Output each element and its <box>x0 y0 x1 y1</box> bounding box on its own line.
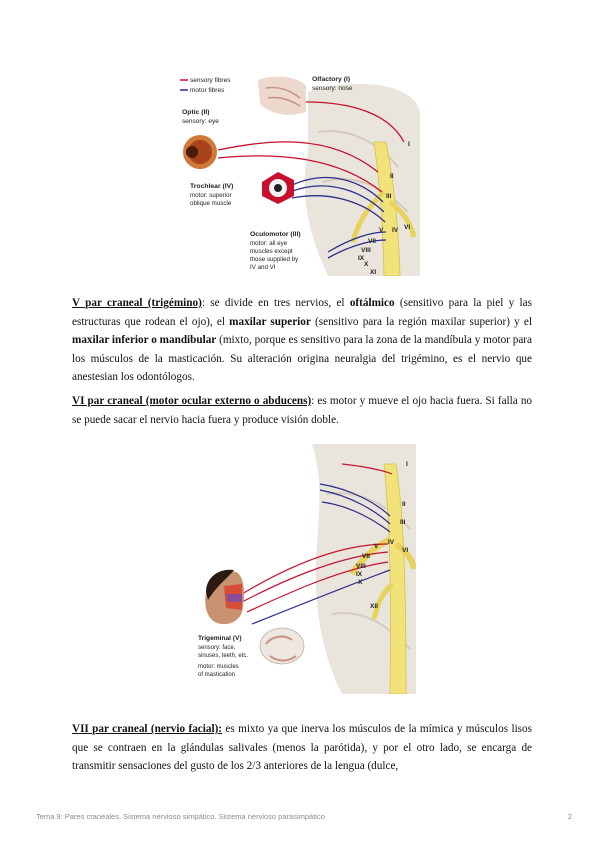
head-face-illustration <box>205 570 244 624</box>
page-number: 2 <box>567 812 572 821</box>
numeral-xii-2: XII <box>370 603 378 610</box>
numeral-vii-2: VII <box>362 553 370 560</box>
numeral-iv-2: IV <box>388 539 395 546</box>
trochlear-desc-2: oblique muscle <box>190 200 232 207</box>
numeral-i-2: I <box>406 461 408 468</box>
numeral-viii-2: VIII <box>356 563 366 570</box>
term-oftalmico: oftálmico <box>349 297 395 309</box>
paragraph-trigeminal: V par craneal (trigémino): se divide en tres nervios, el oftálmico (sensitivo para la piel y las estructuras que rodean el ojo), el maxilar superior (sensitivo para la región maxilar superior) y el maxilar inferior o mandibular (mixto, porque es sensitivo para la zona de la mandíbula y motor para los músculos de la masticación. Su alteración origina neuralgia del trigémino, es el nervio que anestesian los odontólogos. <box>72 297 532 384</box>
numeral-vi-2: VI <box>402 547 409 554</box>
numeral-vii: VII <box>368 238 376 245</box>
paragraph-facial: VII par craneal (nervio facial): es mixto ya que inerva los músculos de la mímica y músculos lisos que se contraen en la glándulas salivales (menos la parótida), y por el otro lado, se encarga de transmitir sensaciones del gusto de los 2/3 anteriores de la lengua (dulce, <box>72 723 532 773</box>
numeral-ix: IX <box>358 255 365 262</box>
numeral-x-2: X <box>358 579 363 586</box>
term-maxilar-superior: maxilar superior <box>229 315 311 328</box>
paragraph-abducens: VI par craneal (motor ocular externo o abducens): es motor y mueve el ojo hacia fuera. Si falla no se puede sacar el nervio hacia fuera y produce visión doble. <box>72 395 533 426</box>
olfactory-title: Olfactory (I) <box>312 76 351 83</box>
trochlear-title: Trochlear (IV) <box>190 183 234 190</box>
term-maxilar-inferior: maxilar inferior o mandibular <box>72 334 217 347</box>
heading-v-par: V par craneal (trigémino) <box>72 297 202 309</box>
trigeminal-desc-1: sensory: face, <box>198 645 236 651</box>
numeral-v-2: V <box>374 543 379 550</box>
optic-desc: sensory: eye <box>182 118 219 125</box>
oculomotor-desc-1: motor: all eye <box>250 240 288 247</box>
numeral-x: X <box>364 261 369 268</box>
trigeminal-desc-2: sinuses, teeth, etc. <box>198 653 249 659</box>
figure-cranial-nerves-eye <box>178 72 420 276</box>
oculomotor-desc-3: those supplied by <box>250 256 299 263</box>
page-footer <box>36 812 572 821</box>
numeral-ii: II <box>390 173 394 180</box>
heading-vi-par: VI par craneal (motor ocular externo o abducens) <box>72 395 312 407</box>
heading-vii-par: VII par craneal (nervio facial): <box>72 723 223 735</box>
numeral-v: V <box>379 227 384 234</box>
numeral-ii-2: II <box>402 501 406 508</box>
figure-1-illustration <box>178 72 420 276</box>
oculomotor-desc-2: muscles except <box>250 248 293 255</box>
numeral-i: I <box>408 141 410 148</box>
numeral-viii: VIII <box>361 247 371 254</box>
trochlear-desc-1: motor: superior <box>190 192 232 199</box>
olfactory-desc: sensory: nose <box>312 85 353 92</box>
numeral-iii: III <box>386 193 392 200</box>
optic-title: Optic (II) <box>182 109 210 116</box>
trigeminal-desc-4: of mastication <box>198 672 236 678</box>
oculomotor-desc-4: IV and VI <box>250 264 276 271</box>
skull-jaw-illustration <box>260 628 304 664</box>
numeral-iii-2: III <box>400 519 406 526</box>
footer-title: Tema 9: Pares craneales. Sistema nervioso simpático. Sistema nervioso parasimpático <box>36 812 325 821</box>
oculomotor-title: Oculomotor (III) <box>250 231 301 238</box>
legend-motor: motor fibres <box>190 87 225 94</box>
numeral-xi: XI <box>370 269 377 276</box>
figure-trigeminal-nerve <box>192 444 416 694</box>
numeral-vi: VI <box>404 224 411 231</box>
trigeminal-desc-3: motor: muscles <box>198 664 239 670</box>
numeral-iv: IV <box>392 227 399 234</box>
legend-sensory: sensory fibres <box>190 77 231 84</box>
figure-2-illustration <box>192 444 416 694</box>
numeral-ix-2: IX <box>356 571 363 578</box>
trigeminal-title: Trigeminal (V) <box>198 635 242 642</box>
